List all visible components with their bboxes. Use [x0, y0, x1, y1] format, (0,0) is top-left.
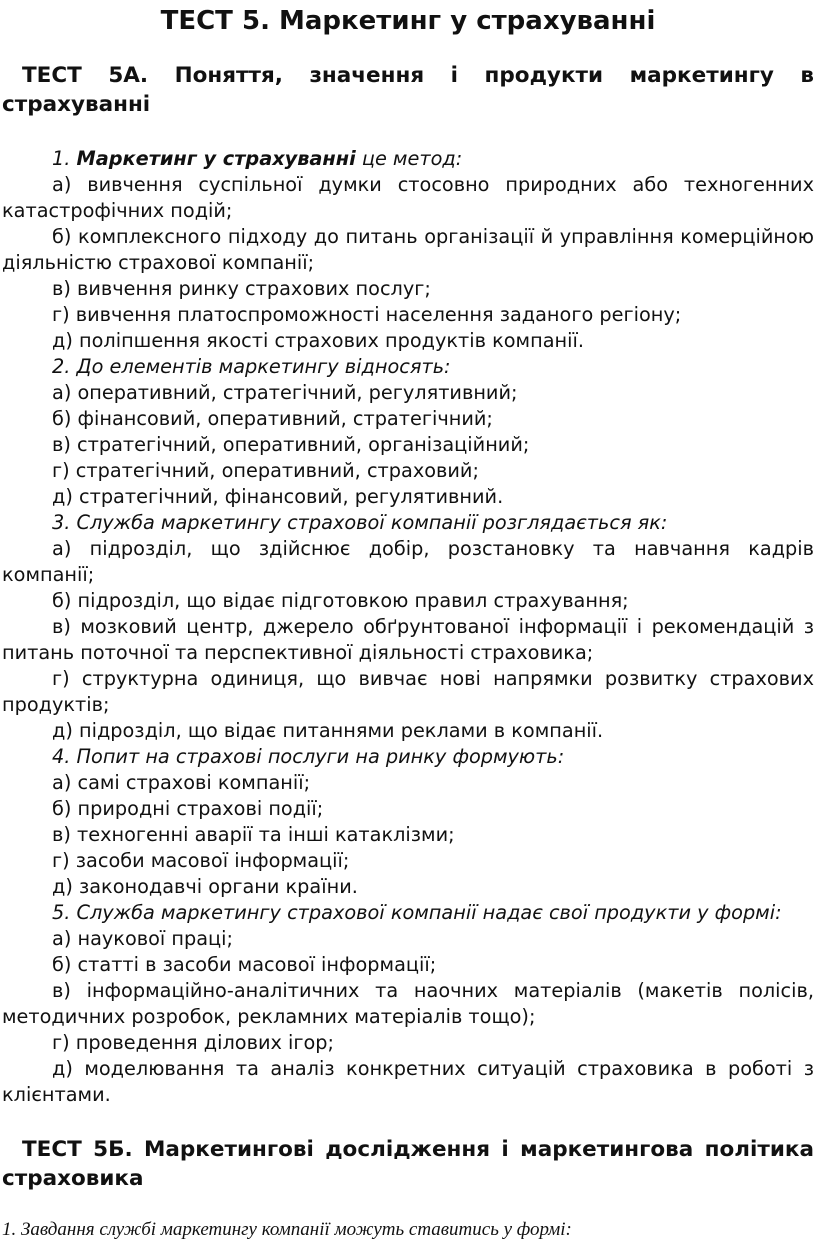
section-b-title: ТЕСТ 5Б. Маркетингові дослідження і маркетингова політика страховика: [2, 1137, 814, 1191]
question-3: 3. Служба маркетингу страхової компанії розглядається як:: [52, 511, 668, 534]
q4-option-b: б) природні страхові події;: [52, 797, 324, 820]
question-1-rest: це метод:: [355, 147, 463, 170]
q4-option-v: в) техногенні аварії та інші катаклізми;: [52, 823, 455, 846]
q3-option-b: б) підрозділ, що відає підготовкою правил страхування;: [52, 589, 629, 612]
q3-option-v: в) мозковий центр, джерело обґрунтованої інформації і рекомендацій з питань поточної та перспективної діяльності страховика;: [2, 615, 814, 664]
q4-option-d: д) законодавчі органи країни.: [52, 875, 358, 898]
q2-option-b: б) фінансовий, оперативний, стратегічний;: [52, 407, 493, 430]
q3-option-d: д) підрозділ, що відає питаннями реклами в компанії.: [52, 719, 604, 742]
q5-option-b: б) статті в засоби масової інформації;: [52, 953, 437, 976]
q4-option-g: г) засоби масової інформації;: [52, 849, 350, 872]
q2-option-v: в) стратегічний, оперативний, організаційний;: [52, 433, 530, 456]
q1-option-a: а) вивчення суспільної думки стосовно природних або техногенних катастрофічних подій;: [2, 173, 814, 222]
q3-option-g: г) структурна одиниця, що вивчає нові напрямки розвитку страхових продуктів;: [2, 667, 814, 716]
q2-option-d: д) стратегічний, фінансовий, регулятивний.: [52, 485, 504, 508]
q5-option-d: д) моделювання та аналіз конкретних ситуацій страховика в роботі з клієнтами.: [2, 1057, 814, 1106]
q3-option-a: а) підрозділ, що здійснює добір, розстановку та навчання кадрів компанії;: [2, 537, 814, 586]
q5-option-g: г) проведення ділових ігор;: [52, 1031, 335, 1054]
section-b-question-1: 1. Завдання службі маркетингу компанії можуть ставитись у формі:: [2, 1219, 572, 1240]
q5-option-v: в) інформаційно-аналітичних та наочних матеріалів (макетів полісів, методичних розробок, рекламних матеріалів тощо);: [2, 979, 814, 1028]
question-4: 4. Попит на страхові послуги на ринку формують:: [52, 745, 565, 768]
q4-option-a: а) самі страхові компанії;: [52, 771, 311, 794]
question-2: 2. До елементів маркетингу відносять:: [52, 355, 451, 378]
q1-option-d: д) поліпшення якості страхових продуктів компанії.: [52, 329, 584, 352]
question-5: 5. Служба маркетингу страхової компанії надає свої продукти у формі:: [52, 901, 782, 924]
document-title: ТЕСТ 5. Маркетинг у страхуванні: [160, 6, 656, 36]
question-1-number: 1.: [52, 147, 71, 170]
section-a-questions: [2, 146, 814, 1108]
q1-option-b: б) комплексного підходу до питань організації й управління комерційною діяльністю страхової компанії;: [2, 225, 814, 274]
q5-option-a: а) наукової праці;: [52, 927, 234, 950]
q1-option-v: в) вивчення ринку страхових послуг;: [52, 277, 431, 300]
q2-option-a: а) оперативний, стратегічний, регулятивний;: [52, 381, 518, 404]
question-1: [2, 146, 814, 172]
q1-option-g: г) вивчення платоспроможності населення заданого регіону;: [52, 303, 682, 326]
q2-option-g: г) стратегічний, оперативний, страховий;: [52, 459, 479, 482]
section-a-title: ТЕСТ 5А. Поняття, значення і продукти маркетингу в страхуванні: [2, 63, 814, 117]
question-1-term: Маркетинг у страхуванні: [76, 147, 356, 170]
